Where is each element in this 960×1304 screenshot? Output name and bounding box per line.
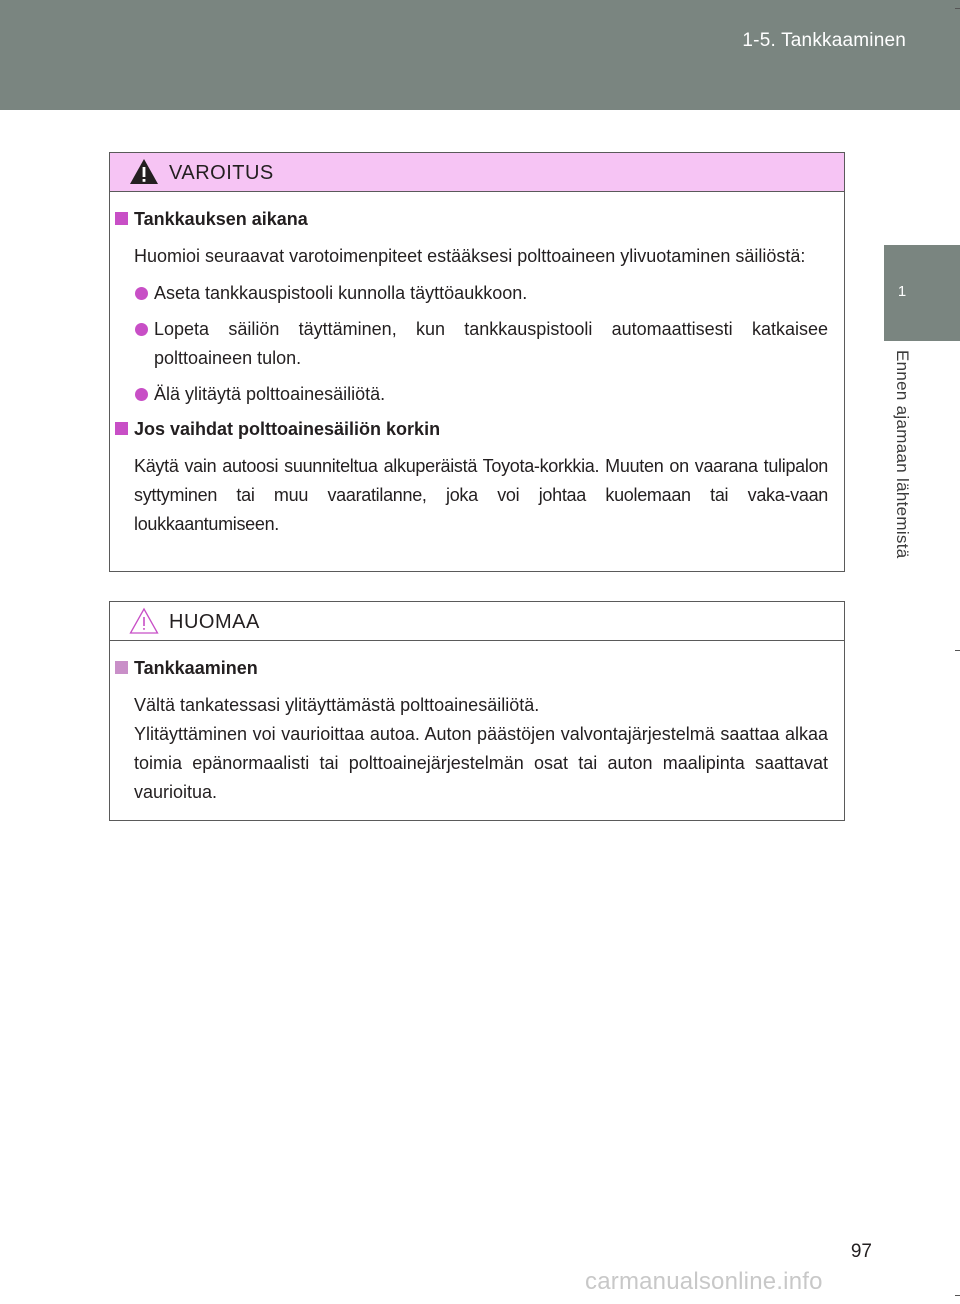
section-heading-text: Jos vaihdat polttoainesäiliön korkin [134, 419, 441, 439]
square-bullet-icon [115, 422, 128, 435]
list-item [112, 315, 828, 373]
list-item-text: Älä ylitäytä polttoainesäiliötä. [154, 384, 386, 404]
notice-body [110, 641, 844, 807]
notice-text: Ylitäyttäminen voi vaurioittaa autoa. Auton päästöjen valvontajärjestelmä saattaa alkaa toimia epänormaalisti tai polttoainejärjestelmän osat tai auton maalipinta saattavat vaurioitua. [134, 724, 828, 802]
notice-title: HUOMAA [169, 611, 260, 633]
chapter-number: 1 [897, 283, 907, 300]
header-bar [0, 0, 960, 110]
square-bullet-icon [115, 212, 128, 225]
watermark: carmanualsonline.info [585, 1268, 823, 1295]
section-heading-text: Tankkauksen aikana [134, 209, 308, 229]
warning-triangle-outline-icon [128, 606, 160, 636]
page-number: 97 [850, 1241, 872, 1262]
round-bullet-icon [135, 323, 148, 336]
square-bullet-icon [115, 661, 128, 674]
warning-title: VAROITUS [169, 162, 274, 184]
section-heading [112, 206, 828, 232]
notice-text: Vältä tankatessasi ylitäyttämästä polttoainesäiliötä. [134, 695, 540, 715]
crop-mark [955, 650, 960, 651]
notice-box-header [110, 602, 844, 641]
chapter-title: Ennen ajamaan lähtemistä [893, 350, 912, 559]
notice-box [109, 601, 845, 821]
crop-mark [955, 1295, 960, 1296]
round-bullet-icon [135, 287, 148, 300]
section-text: Käytä vain autoosi suunniteltua alkuperäistä Toyota-korkkia. Muuten on vaarana tulipalon syttyminen tai muu vaaratilanne, joka voi johtaa kuolemaan tai vaka-vaan loukkaantumiseen. [134, 456, 828, 534]
warning-box [109, 152, 845, 572]
list-item [112, 380, 828, 409]
section-heading [112, 655, 828, 681]
section-heading [112, 416, 828, 442]
warning-box-header [110, 153, 844, 192]
round-bullet-icon [135, 388, 148, 401]
list-item-text: Aseta tankkauspistooli kunnolla täyttöaukkoon. [154, 283, 528, 303]
list-item [112, 279, 828, 308]
section-title: 1-5. Tankkaaminen [742, 30, 906, 51]
section-intro: Huomioi seuraavat varotoimenpiteet estääksesi polttoaineen ylivuotaminen säiliöstä: [134, 246, 806, 266]
warning-triangle-filled-icon [128, 157, 160, 187]
section-heading-text: Tankkaaminen [134, 658, 258, 678]
list-item-text: Lopeta säiliön täyttäminen, kun tankkauspistooli automaattisesti katkaisee polttoaineen tulon. [154, 319, 828, 368]
crop-mark [955, 8, 960, 9]
warning-body [110, 192, 844, 539]
